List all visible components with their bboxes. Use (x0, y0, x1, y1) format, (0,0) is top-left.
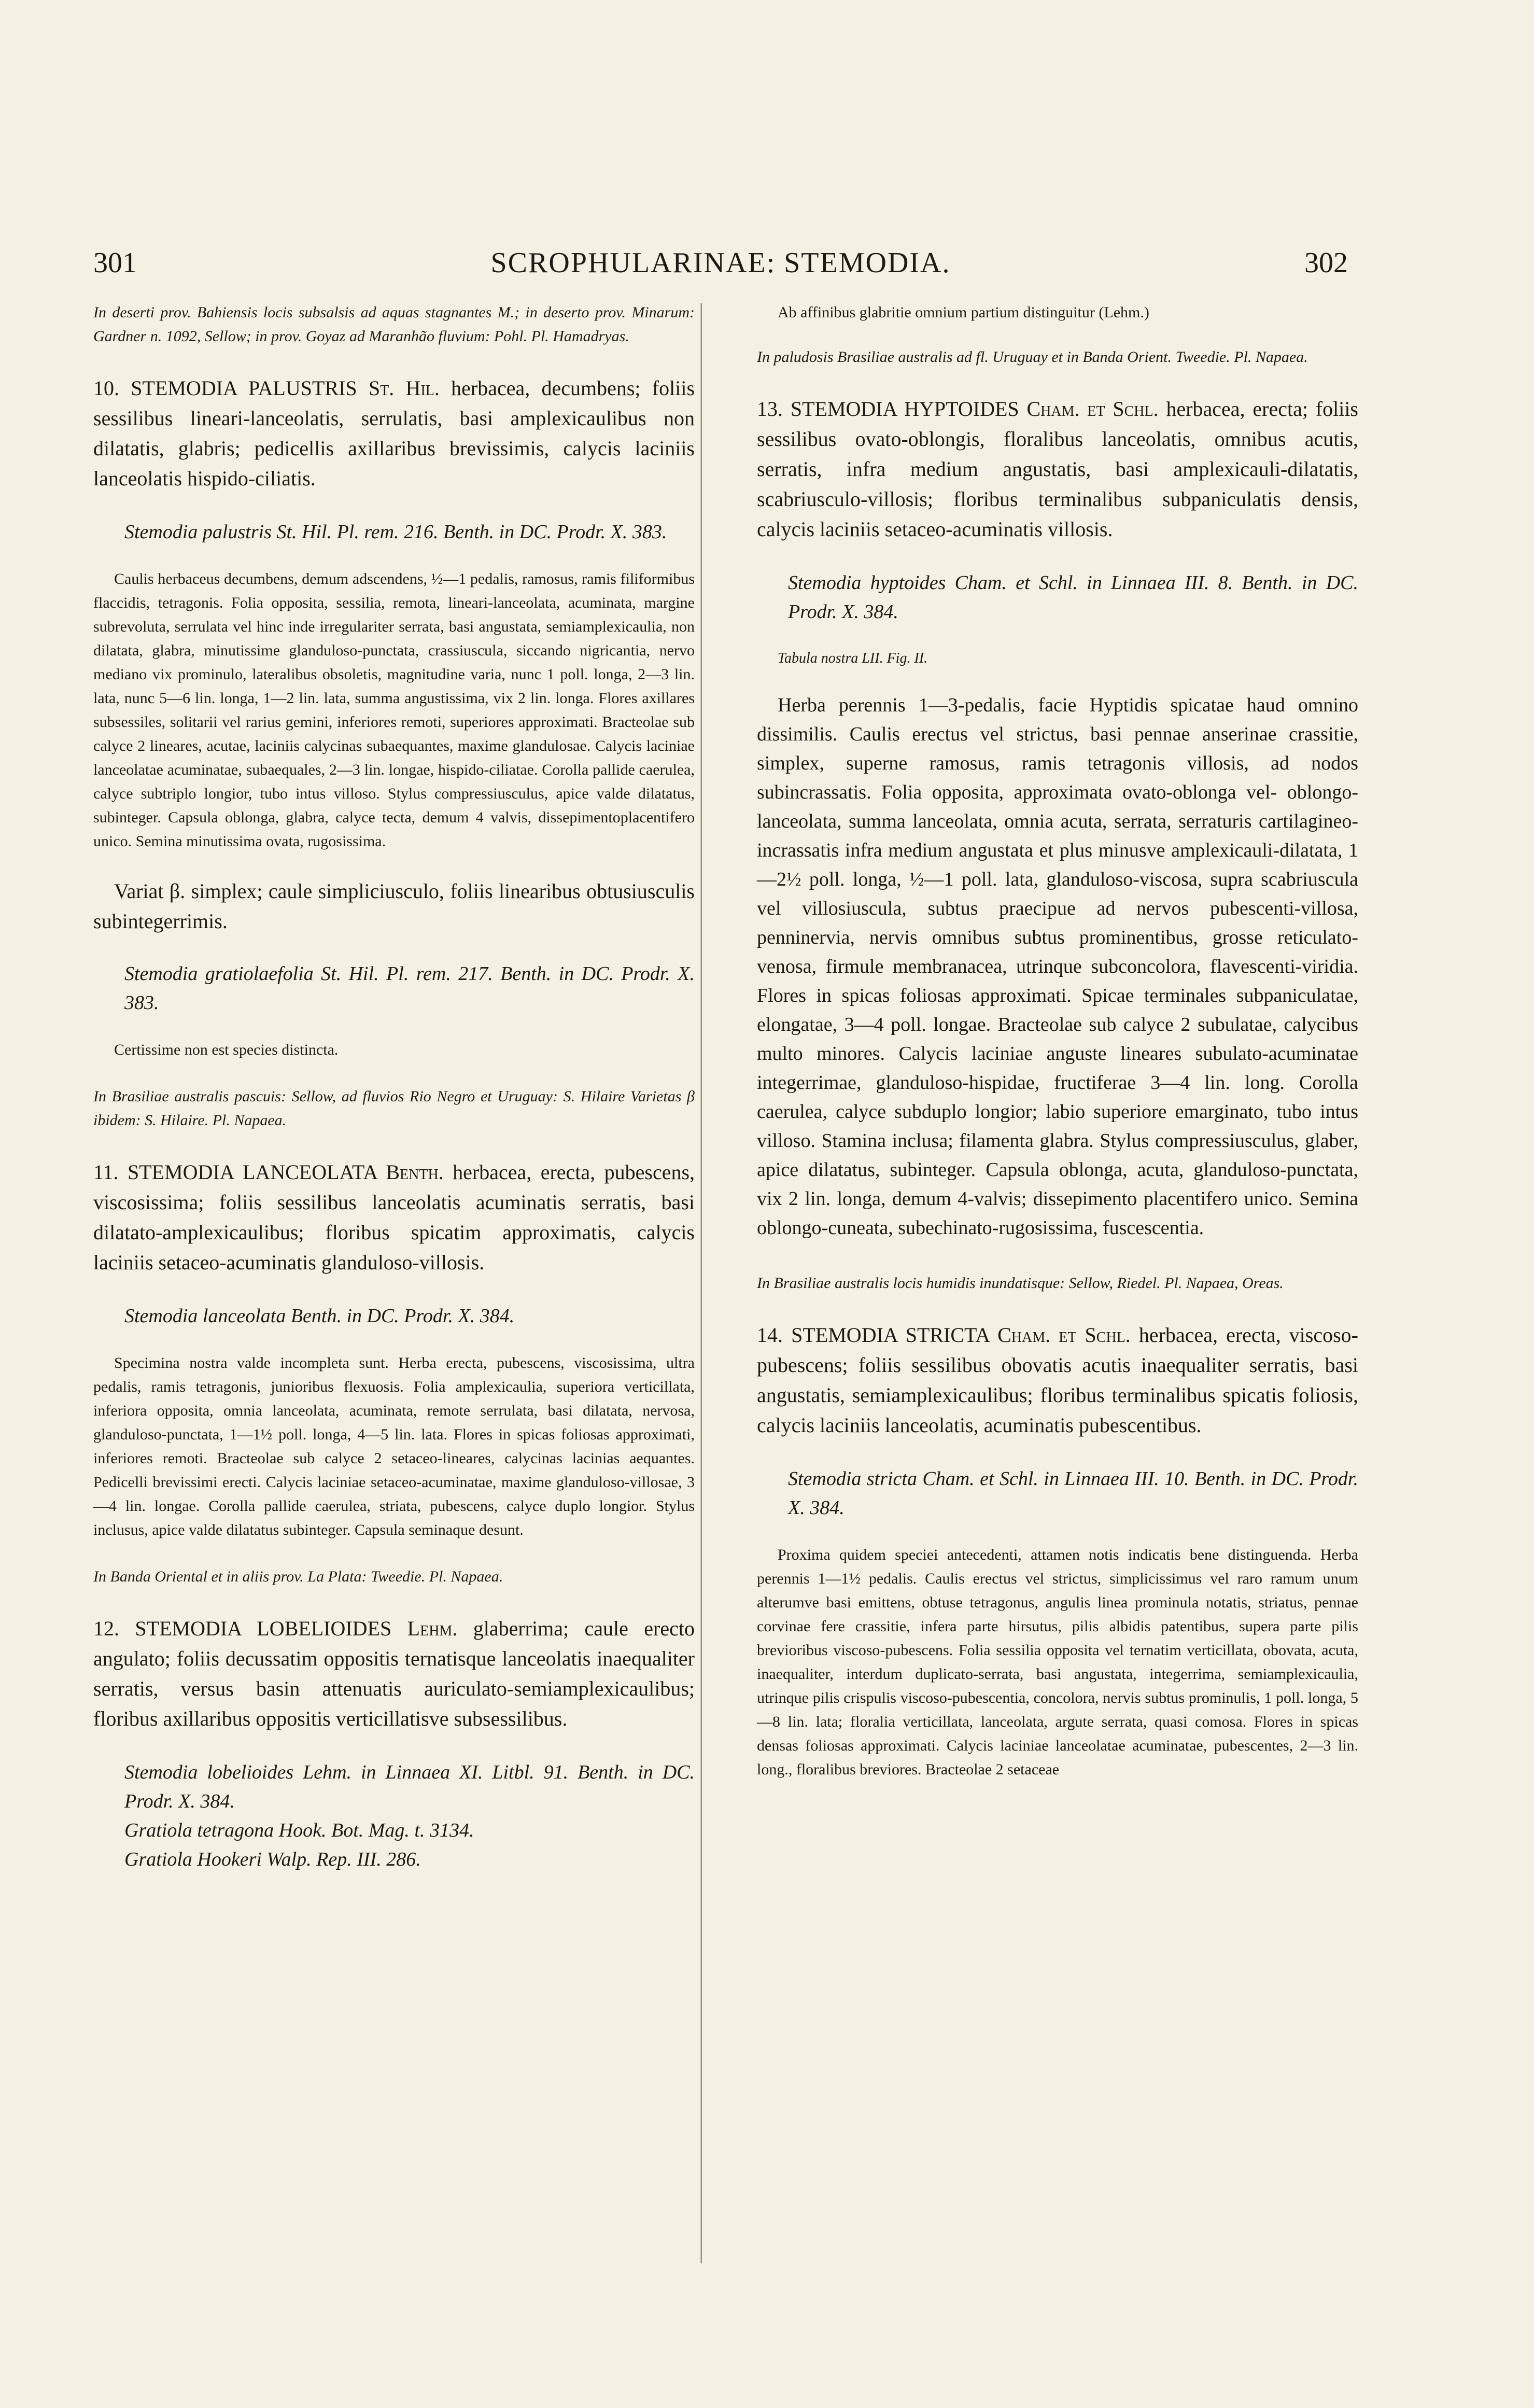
species-11-synonym: Stemodia lanceolata Benth. in DC. Prodr. X. 384. (124, 1305, 515, 1327)
species-number: 12. (93, 1617, 119, 1640)
species-10-synonym: Stemodia palustris St. Hil. Pl. rem. 216. Benth. in DC. Prodr. X. 383. (124, 521, 667, 543)
variety-beta-diagnosis: Variat β. simplex; caule simpliciusculo, foliis linearibus obtusiusculis subintegerrimis. (93, 879, 695, 933)
species-10-description: Caulis herbaceus decumbens, demum adscendens, ½—1 pedalis, ramosus, ramis filiformibus flaccidis, tetragonis. Folia opposita, sessilia, remota, lineari-lanceolata, acuminata, margine subrevoluta, serrulata vel hinc inde irregulariter serrata, basi angustata, semiamplexicaulia, non dilatata, glabra, minutissime glanduloso-punctata, crassiuscula, siccando nigricantia, nervo mediano vix prominulo, lateralibus obsoletis, magnitudine varia, nunc 1 poll. longa, 2—3 lin. lata, nunc 5—6 lin. longa, 1—2 lin. lata, summa angustissima, vix 2 lin. longa. Flores axillares subsessiles, solitarii vel rarius gemini, inferiores remoti, superiores approximati. Bracteolae sub calyce 2 lineares, acutae, laciniis calycinas subaequantes, maxime glandulosae. Calycis laciniae lanceolatae acuminatae, subaequales, 2—3 lin. longae, hispido-ciliatae. Corolla pallide caerulea, calyce subtriplo longior, tubo intus villoso. Stylus compressiusculus, apice valde dilatatus, subinteger. Capsula oblonga, glabra, calyce tecta, demum 4 valvis, dissepimentoplacentifero unico. Semina minutissima ovata, rugosissima. (93, 570, 695, 850)
variety-beta-locality: In Brasiliae australis pascuis: Sellow, ad fluvios Rio Negro et Uruguay: S. Hilaire Varietas β ibidem: S. Hilaire. Pl. Napaea. (93, 1088, 695, 1129)
page-header (93, 246, 1348, 288)
running-title: SCROPHULARINAE: STEMODIA. (490, 247, 951, 279)
species-12-synonyms (93, 1758, 695, 1874)
species-13-synonym: Stemodia hyptoides Cham. et Schl. in Linnaea III. 8. Benth. in DC. Prodr. X. 384. (788, 572, 1358, 623)
species-12-diagnosis (93, 1614, 695, 1734)
locality-note: In deserti prov. Bahiensis locis subsalsis ad aquas stagnantes M.; in deserto prov. Minarum: Gardner n. 1092, Sellow; in prov. Goyaz ad Maranhão fluvium: Pohl. Pl. Hamadryas. (93, 304, 695, 345)
variety-beta-synonym: Stemodia gratiolaefolia St. Hil. Pl. rem. 217. Benth. in DC. Prodr. X. 383. (124, 963, 695, 1014)
species-13-diagnosis (757, 394, 1358, 544)
left-column (93, 301, 695, 1895)
species-author: Cham. et Schl. (1026, 397, 1159, 421)
species-name: STEMODIA PALUSTRIS (131, 376, 357, 400)
species-name: STEMODIA HYPTOIDES (790, 397, 1019, 421)
species-11-description: Specimina nostra valde incompleta sunt. Herba erecta, pubescens, viscosissima, ultra pedalis, ramis tetragonis, junioribus flexuosis. Folia amplexicaulia, superiora verticillata, inferiora opposita, omnia lanceolata, acuminata, remote serrulata, basi dilatata, nervosa, glanduloso-punctata, 1—1½ poll. longa, 4—5 lin. lata. Flores in spicas foliosas approximati, inferiores remoti. Bracteolae sub calyce 2 setaceo-lineares, calycinas lacinias aequantes. Pedicelli brevissimi erecti. Calycis laciniae setaceo-acuminatae, maxime glanduloso-villosae, 3—4 lin. longae. Corolla pallide caerulea, striata, pubescens, calyce duplo longior. Stylus inclusus, apice valde dilatatus subinteger. Capsula seminaque desunt. (93, 1354, 695, 1538)
species-13-plate-reference: Tabula nostra LII. Fig. II. (778, 650, 928, 666)
synonym-line: Stemodia lobelioides Lehm. in Linnaea XI. Litbl. 91. Benth. in DC. Prodr. X. 384. (124, 1761, 695, 1812)
species-number: 14. (757, 1323, 783, 1347)
species-13-locality: In Brasiliae australis locis humidis inundatisque: Sellow, Riedel. Pl. Napaea, Oreas. (757, 1275, 1284, 1292)
page-number-right: 302 (1304, 247, 1348, 279)
species-name: STEMODIA LANCEOLATA (127, 1160, 377, 1184)
right-column (757, 301, 1358, 1804)
synonym-line: Gratiola tetragona Hook. Bot. Mag. t. 3134. (124, 1819, 474, 1841)
species-number: 11. (93, 1160, 119, 1184)
species-14-synonym: Stemodia stricta Cham. et Schl. in Linnaea III. 10. Benth. in DC. Prodr. X. 384. (788, 1468, 1358, 1519)
species-number: 13. (757, 397, 783, 421)
species-13-description: Herba perennis 1—3-pedalis, facie Hyptidis spicatae haud omnino dissimilis. Caulis erectus vel strictus, basi pennae anserinae crassitie, simplex, superne ramosus, ramis tetragonis villosis, ad nodos subincrassatis. Folia opposita, approximata ovato-oblonga vel- oblongo-lanceolata, summa lanceolata, omnia acuta, serrata, serraturis cartilagineo-incrassatis infra medium angustata et plus minusve amplexicauli-dilatata, 1—2½ poll. longa, ½—1 poll. lata, glanduloso-viscosa, supra scabriuscula vel villosiuscula, subtus praecipue ad nervos pubescenti-villosa, penninervia, nervis omnibus subtus prominentibus, grosse reticulato-venosa, firmule membranacea, utrinque subconcolora, flavescenti-viridia. Flores in spicas foliosas approximati. Spicae terminales subpaniculatae, elongatae, 3—4 poll. longae. Bracteolae sub calyce 2 subulatae, calycibus multo minores. Calycis laciniae anguste lineares subulato-acuminatae integerrimae, glanduloso-hispidae, fructiferae 3—4 lin. long. Corolla caerulea, calyce subduplo longior; labio superiore emarginato, tubo intus villoso. Stamina inclusa; filamenta glabra. Stylus compressiusculus, glaber, apice dilatatus, subinteger. Capsula oblonga, acuta, glanduloso-punctata, vix 2 lin. longa, demum 4-valvis; dissepimento placentifero unico. Semina oblongo-cuneata, subechinato-rugosissima, fuscescentia. (757, 694, 1358, 1239)
diagnosis-text: herbacea, erecta, viscoso-pubescens; foliis sessilibus obovatis acutis inaequaliter serratis, basi angustatis, semiamplexicaulibus; floribus terminalibus spicatis foliosis, calycis laciniis lanceolatis, acuminatis pubescentibus. (757, 1323, 1359, 1437)
species-name: STEMODIA STRICTA (791, 1323, 989, 1347)
synonym-line: Gratiola Hookeri Walp. Rep. III. 286. (124, 1849, 421, 1870)
species-11-diagnosis (93, 1157, 695, 1278)
diagnosis-text: herbacea, decumbens; foliis sessilibus lineari-lanceolatis, serrulatis, basi amplexicaulibus non dilatatis, glabris; pedicellis axillaribus brevissimis, calycis laciniis lanceolatis hispido-ciliatis. (93, 376, 695, 490)
species-name: STEMODIA LOBELIOIDES (135, 1617, 392, 1640)
page-number-left: 301 (93, 247, 137, 279)
diagnosis-text: glaberrima; caule erecto angulato; foliis decussatim oppositis ternatisque lanceolatis inaequaliter serratis, versus basin attenuatis auriculato-semiamplexicaulibus; floribus axillaribus oppositis verticillatisve subsessilibus. (93, 1617, 695, 1730)
species-number: 10. (93, 376, 119, 400)
species-author: St. Hil. (368, 376, 440, 400)
species-14-description: Proxima quidem speciei antecedenti, attamen notis indicatis bene distinguenda. Herba perennis 1—1½ pedalis. Caulis erectus vel strictus, simplicissimus vel raro ramum unum alterumve basi emittens, obtuse tetragonus, angulis linea prominula notatis, striatus, pennae corvinae fere crassitie, infera parte hirsutus, pilis albidis patentibus, supera parte pilis brevioribus viscoso-pubescens. Folia sessilia opposita vel ternatim verticillata, obovata, acuta, inaequaliter, interdum duplicato-serrata, basi angustata, integerrima, semiamplexicaulia, utrinque pilis crispulis viscoso-pubescentia, concolora, nervis subtus prominulis, 1 poll. longa, 5—8 lin. lata; floralia verticillata, lanceolata, argute serrata, quasi comosa. Flores in spicas densas foliosas approximati. Calycis laciniae lanceolatae acuminatae, pubescentes, 2—3 lin. long., floralibus breviores. Bracteolae 2 setaceae (757, 1546, 1358, 1778)
species-author: Cham. et Schl. (997, 1323, 1131, 1347)
diagnosis-text: herbacea, erecta, pubescens, viscosissima; foliis sessilibus lanceolatis acuminatis serratis, basi dilatato-amplexicaulibus; floribus spicatim approximatis, calycis laciniis setaceo-acuminatis glanduloso-villosis. (93, 1160, 695, 1274)
column-divider (700, 303, 702, 2263)
species-author: Benth. (386, 1160, 444, 1184)
variety-beta-note: Certissime non est species distincta. (114, 1041, 339, 1058)
species-11-locality: In Banda Oriental et in aliis prov. La Plata: Tweedie. Pl. Napaea. (93, 1568, 503, 1585)
species-10-diagnosis (93, 373, 695, 494)
species-14-diagnosis (757, 1320, 1358, 1440)
diagnosis-text: herbacea, erecta; foliis sessilibus ovato-oblongis, floralibus lanceolatis, omnibus acutis, serratis, infra medium angustatis, basi amplexicauli-dilatatis, scabriusculo-villosis; floribus terminalibus subpaniculatis densis, calycis laciniis setaceo-acuminatis villosis. (757, 397, 1358, 541)
species-author: Lehm. (407, 1617, 458, 1640)
species-12-note: Ab affinibus glabritie omnium partium distinguitur (Lehm.) (778, 304, 1149, 321)
species-12-locality: In paludosis Brasiliae australis ad fl. Uruguay et in Banda Orient. Tweedie. Pl. Napaea. (757, 348, 1308, 366)
